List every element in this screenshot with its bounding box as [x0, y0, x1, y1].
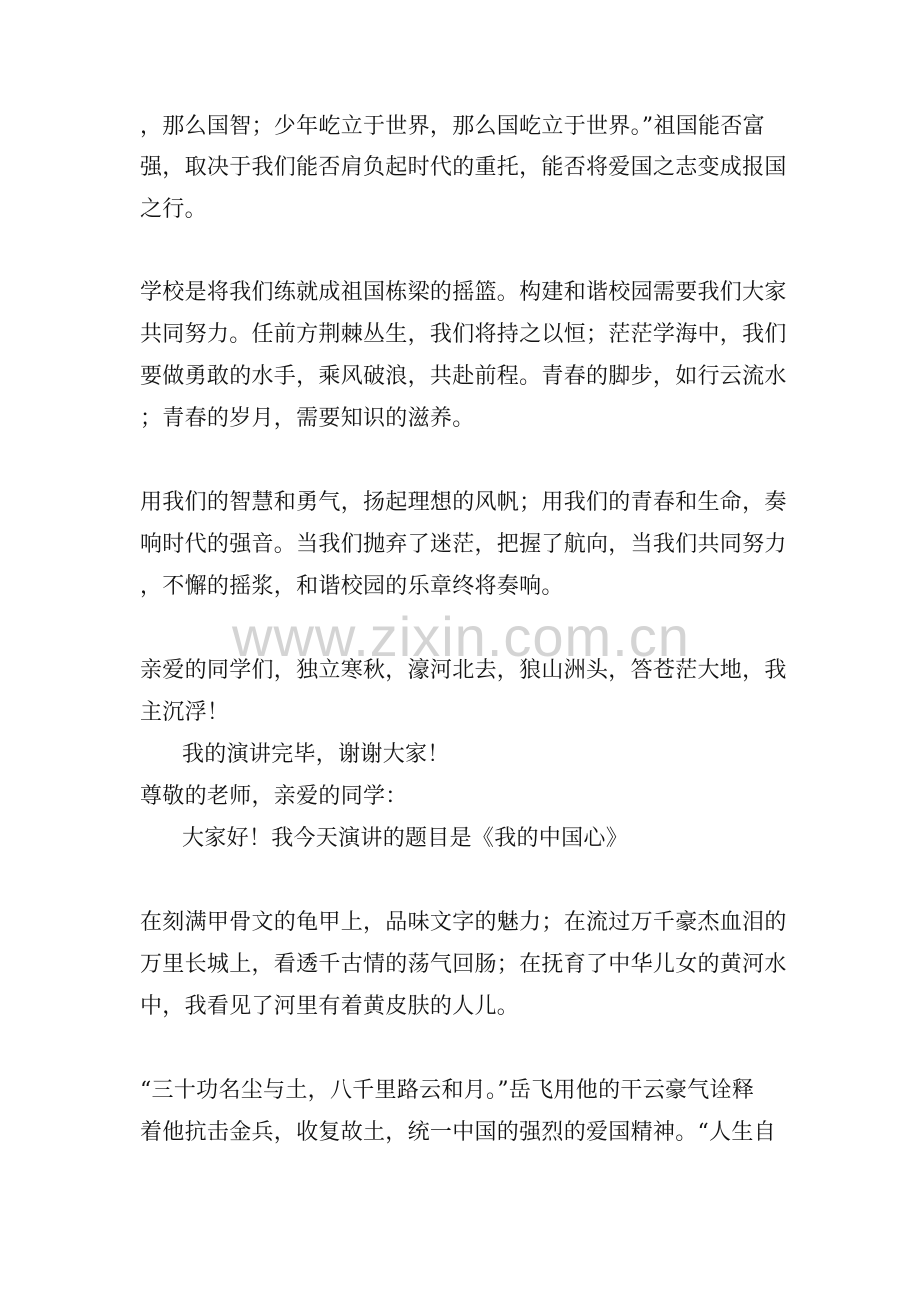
watermark: www.zixin.com.cn	[232, 605, 690, 668]
text-line: ；青春的岁月，需要知识的滋养。	[140, 406, 475, 431]
text-line: 用我们的智慧和勇气，扬起理想的风帆；用我们的青春和生命，奏	[140, 490, 787, 515]
text-line: 亲爱的同学们，独立寒秋，濠河北去，狼山洲头，答苍茫大地，我	[140, 658, 787, 683]
text-line: ，那么国智；少年屹立于世界，那么国屹立于世界。”祖国能否富	[140, 114, 765, 139]
salutation-line: 尊敬的老师，亲爱的同学：	[140, 784, 408, 809]
closing-line: 我的演讲完毕，谢谢大家！	[182, 742, 450, 767]
text-line: “三十功名尘与土，八千里路云和月。”岳飞用他的干云豪气诠释	[140, 1078, 755, 1103]
text-line: 在刻满甲骨文的龟甲上，品味文字的魅力；在流过万千豪杰血泪的	[140, 910, 787, 935]
text-line: 要做勇敢的水手，乘风破浪，共赴前程。青春的脚步，如行云流水	[140, 364, 787, 389]
text-line: 着他抗击金兵，收复故土，统一中国的强烈的爱国精神。“人生自	[140, 1120, 776, 1145]
text-line: 中，我看见了河里有着黄皮肤的人儿。	[140, 994, 520, 1019]
text-line: 万里长城上，看透千古情的荡气回肠；在抚育了中华儿女的黄河水	[140, 952, 787, 977]
text-line: 响时代的强音。当我们抛弃了迷茫，把握了航向，当我们共同努力	[140, 532, 787, 557]
text-line: 主沉浮！	[140, 700, 230, 725]
text-line: 之行。	[140, 197, 207, 222]
text-line: 共同努力。任前方荆棘丛生，我们将持之以恒；茫茫学海中，我们	[140, 322, 787, 347]
text-line: ，不懈的摇浆，和谐校园的乐章终将奏响。	[140, 574, 564, 599]
speech-title-line: 大家好！我今天演讲的题目是《我的中国心》	[182, 826, 629, 851]
text-line: 强，取决于我们能否肩负起时代的重托，能否将爱国之志变成报国	[140, 155, 787, 180]
text-line: 学校是将我们练就成祖国栋梁的摇篮。构建和谐校园需要我们大家	[140, 280, 787, 305]
